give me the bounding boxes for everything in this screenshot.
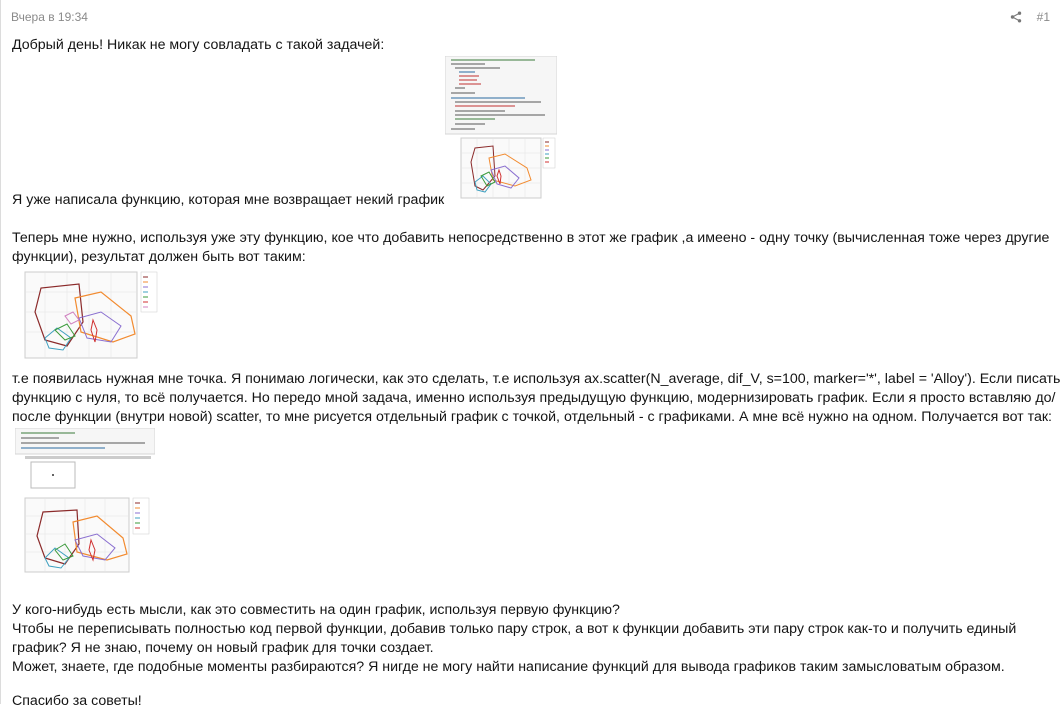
code-screenshot-thumbnail[interactable] xyxy=(445,56,557,204)
post-text-line: Может, знаете, где подобные моменты разбираются? Я нигде не могу найти написание функций для вывода графиков таким замысловатым образом. xyxy=(12,659,1005,675)
post-text-line: после функции (внутри новой) scatter, то мне рисуется отдельный график с точкой, отдельный - с графиками. А мне всё нужно на одном. Получается вот так: xyxy=(12,409,1052,425)
post-text-line: функцию с нуля, то всё получается. Но передо мной задача, именно используя предыдущую функцию, модернизировать график. Если я просто вставляю до/ xyxy=(12,390,1056,406)
post-text-line: Я уже написала функцию, которая мне возвращает некий график xyxy=(12,192,445,208)
post-text-line: функции), результат должен быть вот таким: xyxy=(12,249,306,265)
share-icon[interactable] xyxy=(1010,11,1022,23)
actual-output-thumbnail[interactable] xyxy=(15,428,155,576)
post-number-link[interactable]: #1 xyxy=(1036,10,1050,24)
post-text-line: Добрый день! Никак не могу совладать с такой задачей: xyxy=(12,37,385,53)
post-text-line: У кого-нибудь есть мысли, как это совместить на один график, используя первую функцию? xyxy=(12,602,620,618)
post-timestamp[interactable]: Вчера в 19:34 xyxy=(11,10,88,24)
post-text-line: график? Я не знаю, почему он новый график для точки создает. xyxy=(12,640,434,656)
post-text-line: т.е появилась нужная мне точка. Я понимаю логически, как это сделать, т.е используя ax.scatter(N_average, dif_V, s=100, marker='*', label = 'Alloy'). Если писать xyxy=(12,371,1060,387)
result-chart-thumbnail[interactable] xyxy=(15,268,163,364)
post-text-line: Чтобы не переписывать полностью код первой функции, добавив только пару строк, а вот к функции добавить эти пару строк как-то и получить единый xyxy=(12,621,1017,637)
post-header xyxy=(11,10,1050,26)
post-text-line: Теперь мне нужно, используя уже эту функцию, кое что добавить непосредственно в этот же график ,а имеено - одну точку (вычисленная тоже через другие xyxy=(12,230,1050,246)
post-text-line: Спасибо за советы! xyxy=(12,693,142,709)
